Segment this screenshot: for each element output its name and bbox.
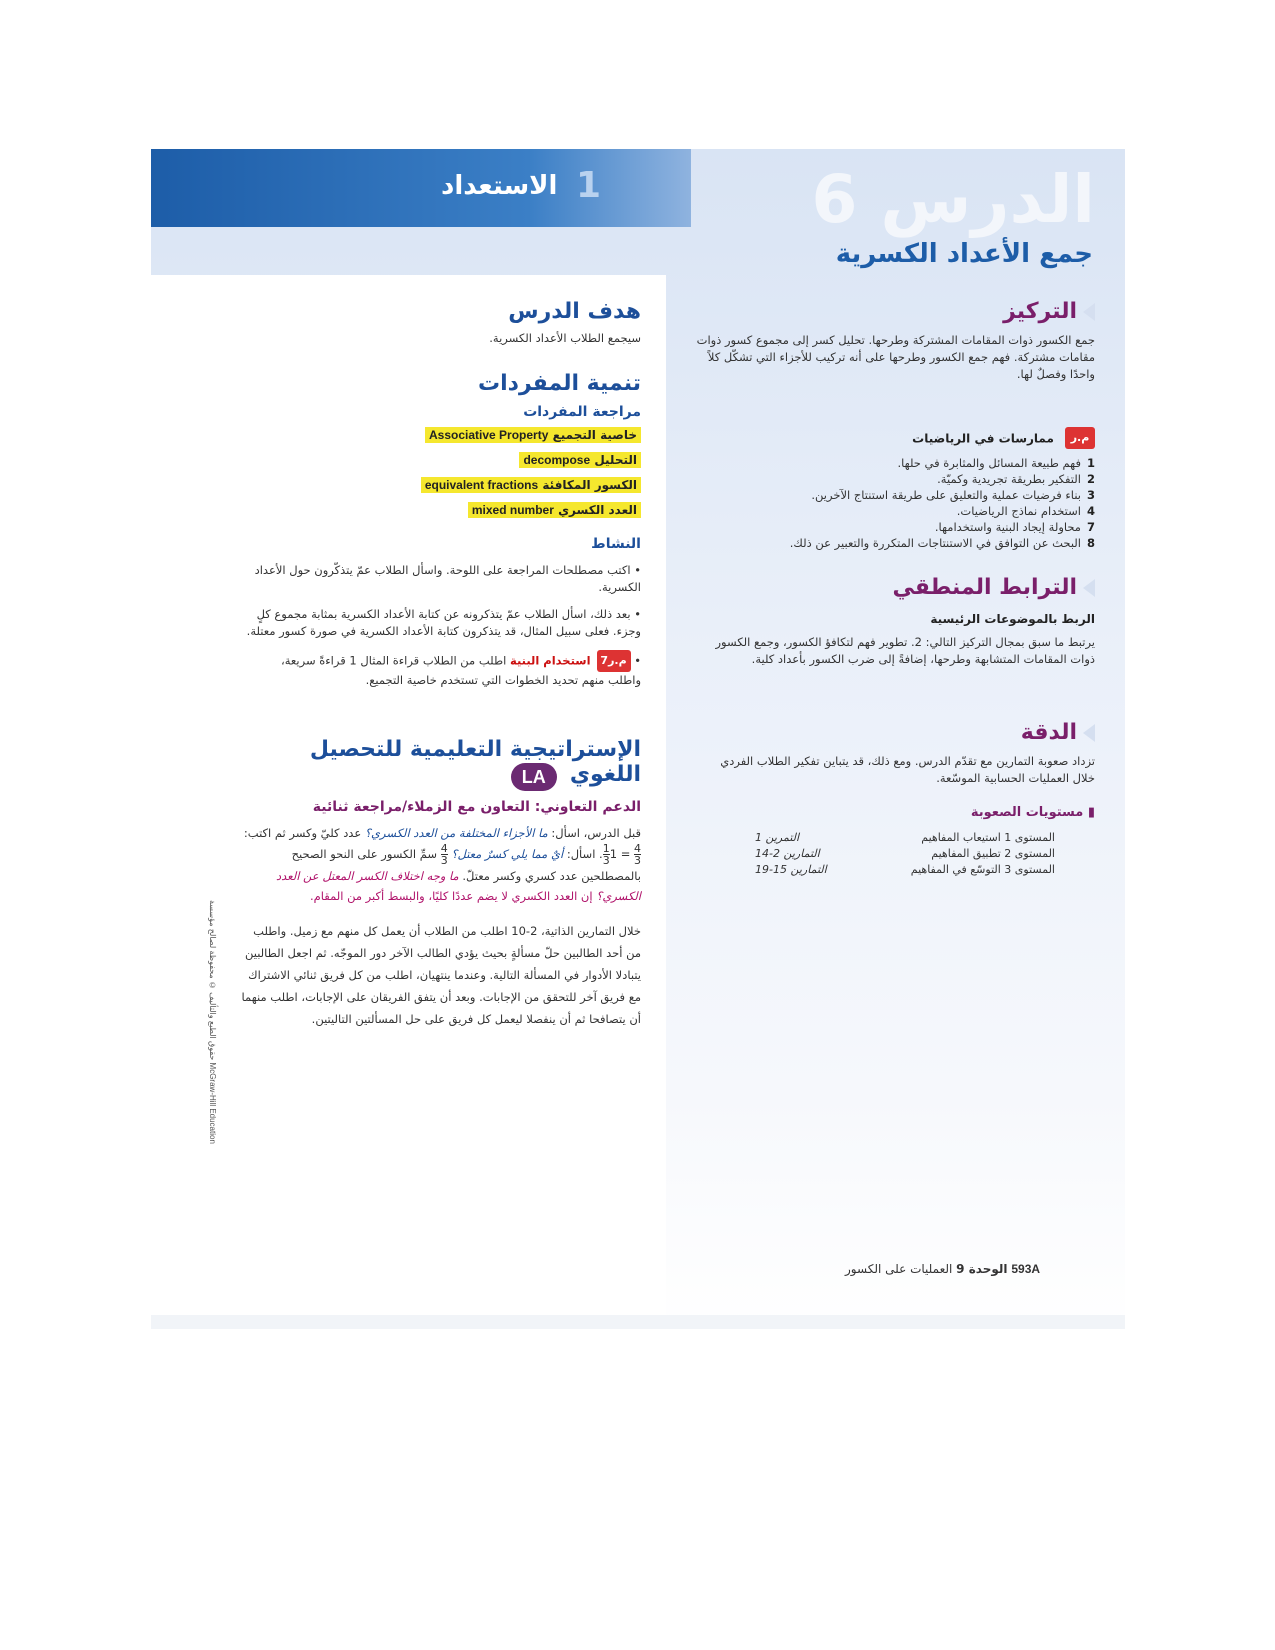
practice-item: 1فهم طبيعة المسائل والمثابرة في حلها. <box>897 456 1095 470</box>
practices-title: ممارسات في الرياضيات <box>912 431 1054 446</box>
focus-text: جمع الكسور ذوات المقامات المشتركة وطرحها. تحليل كسر إلى مجموع كسور ذوات مقامات مشتركة. فهم جمع الكسور وطرحها على أنه تركيب للأجزاء التي تشكّل كلاً واحدًا وفصلٌ لها. <box>696 333 1095 381</box>
objective-heading: هدف الدرس <box>508 299 641 324</box>
vocab-list <box>241 424 641 518</box>
coherence-subheading: الربط بالموضوعات الرئيسية <box>930 612 1095 626</box>
bars-icon: ▮ <box>1087 805 1095 820</box>
fraction: $\frac{4}{3}$ <box>440 841 448 867</box>
rigor-heading: الدقة <box>695 720 1095 745</box>
triangle-icon <box>1083 579 1095 597</box>
unit-title: العمليات على الكسور <box>845 1262 953 1276</box>
copyright-note: McGraw-Hill Education حقوق الطبع والتأليف © محفوظة لصالح مؤسسة <box>208 900 217 1144</box>
level-row: المستوى 1 استيعاب المفاهيم التمرين 1 <box>755 831 1055 844</box>
level-row: المستوى 2 تطبيق المفاهيم التمارين 2-14 <box>755 847 1055 860</box>
prep-title: الاستعداد <box>441 171 558 201</box>
left-column <box>241 299 641 1030</box>
levels-table <box>755 830 1055 878</box>
objective-text: سيجمع الطلاب الأعداد الكسرية. <box>489 331 641 345</box>
practices-list <box>695 455 1095 551</box>
vocab-term: الكسور المكافئة equivalent fractions <box>421 477 641 493</box>
strategy-heading-row <box>241 737 641 791</box>
levels-heading: ▮ مستويات الصعوبة <box>970 805 1095 820</box>
vocab-review-heading: مراجعة المفردات <box>523 404 641 420</box>
focus-heading: التركيز <box>695 299 1095 324</box>
vocab-term: خاصية التجميع Associative Property <box>425 427 641 443</box>
prep-header-bar <box>151 149 691 227</box>
practice-item: 7محاولة إيجاد البنية واستخدامها. <box>934 520 1095 534</box>
lesson-page <box>151 149 1125 1329</box>
activity-item: • م.ر7استخدام البنية اطلب من الطلاب قراءة المثال 1 قراءةً سريعة، واطلب منهم تحديد الخطوات التي تستخدم خاصية التجميع. <box>246 650 641 689</box>
activity-list <box>246 562 641 689</box>
activity-heading: النشاط <box>591 536 641 552</box>
practice-item: 3بناء فرضيات عملية والتعليق على طريقة استنتاج الآخرين. <box>811 488 1095 502</box>
page-footer <box>845 1262 1065 1276</box>
lesson-label: الدرس 6 <box>811 161 1095 238</box>
vocab-term: التحليل decompose <box>519 452 641 468</box>
page-number: 593A <box>1011 1262 1041 1276</box>
practice-item: 4استخدام نماذج الرياضيات. <box>956 504 1095 518</box>
activity-item: • بعد ذلك، اسأل الطلاب عمّ يتذكرونه عن كتابة الأعداد الكسرية بمثابة مجموع كلٍ وجزء. فعلى سبيل المثال، قد يتذكرون كتابة الأعداد الكسرية في صورة كسور معتلة. <box>246 607 641 638</box>
practices-header <box>695 427 1095 449</box>
la-badge: LA <box>511 763 557 791</box>
right-column <box>695 299 1095 878</box>
vocab-heading: تنمية المفردات <box>478 371 641 396</box>
unit-label: الوحدة 9 <box>956 1262 1008 1276</box>
triangle-icon <box>1083 724 1095 742</box>
fraction: $\frac{1}{3}$ <box>602 841 610 867</box>
practice-item: 2التفكير بطريقة تجريدية وكميّة. <box>937 472 1095 486</box>
coherence-text: يرتبط ما سبق بمجال التركيز التالي: 2. تطوير فهم لتكافؤ الكسور، وجمع الكسور ذوات المقامات المتشابهة وطرحها، إضافةً إلى ضرب الكسور بأعداد كلية. <box>715 635 1095 666</box>
strategy-heading: الإستراتيجية التعليمية للتحصيل اللغوي <box>309 737 641 787</box>
practice-item: 8البحث عن التوافق في الاستنتاجات المتكررة والتعبير عن ذلك. <box>789 536 1095 550</box>
footer-strip <box>151 1315 1125 1329</box>
strategy-paragraph-1: قبل الدرس، اسأل: ما الأجزاء المختلفة من العدد الكسري؟ عدد كليّ وكسر ثم اكتب: $\frac{4}{3}$ = 1 $\frac{1}{3}$ . اسأل: أيٌ مما يلي كسرٌ معتل؟ $\frac{4}{3}$ سمِّ الكسور على النحو الصحيح بالمصطلحين عدد كسري وكسر معتلّ. ما وجه اختلاف الكسر المعتل عن العدد الكسري؟ إن العدد الكسري لا يضم عددًا كليًا، والبسط أكبر من المقام. <box>243 825 641 903</box>
rigor-text: تزداد صعوبة التمارين مع تقدّم الدرس. ومع ذلك، قد يتباين تفكير الطلاب الفردي خلال العمليات الحسابية الموسّعة. <box>720 754 1095 785</box>
structure-icon: م.ر7 <box>597 650 631 672</box>
level-row: المستوى 3 التوسّع في المفاهيم التمارين 15-19 <box>755 863 1055 876</box>
coherence-heading: الترابط المنطقي <box>695 575 1095 600</box>
lesson-title: جمع الأعداد الكسرية <box>835 239 1093 269</box>
practices-icon: م.ر <box>1065 427 1095 449</box>
activity-item: • اكتب مصطلحات المراجعة على اللوحة. واسأل الطلاب عمّ يتذكّرون حول الأعداد الكسرية. <box>254 563 641 594</box>
prep-number: 1 <box>576 165 602 206</box>
strategy-paragraph-2: خلال التمارين الذاتية، 2-10 اطلب من الطلاب أن يعمل كل منهم مع زميل. واطلب من أحد الطالبين حلّ مسألةٍ بحيث يؤدي الطالب الآخر دور الموجّه. ثم اجعل الطالبين يتبادلا الأدوار في المسألة التالية. وعندما ينتهيان، اطلب من كل فريق ثنائي الاشتراك مع فريق آخر للتحقق من الإجابات. وبعد أن يتفق الفريقان على الإجابات، اطلب منهما أن يتصافحا ثم أن ينفصلا ليعمل كل فريق على حل المسألتين التاليتين. <box>241 923 641 1026</box>
strategy-subheading: الدعم التعاوني: التعاون مع الزملاء/مراجعة ثنائية <box>312 798 641 815</box>
vocab-term: العدد الكسري mixed number <box>468 502 641 518</box>
triangle-icon <box>1083 303 1095 321</box>
fraction: $\frac{4}{3}$ <box>634 841 641 867</box>
